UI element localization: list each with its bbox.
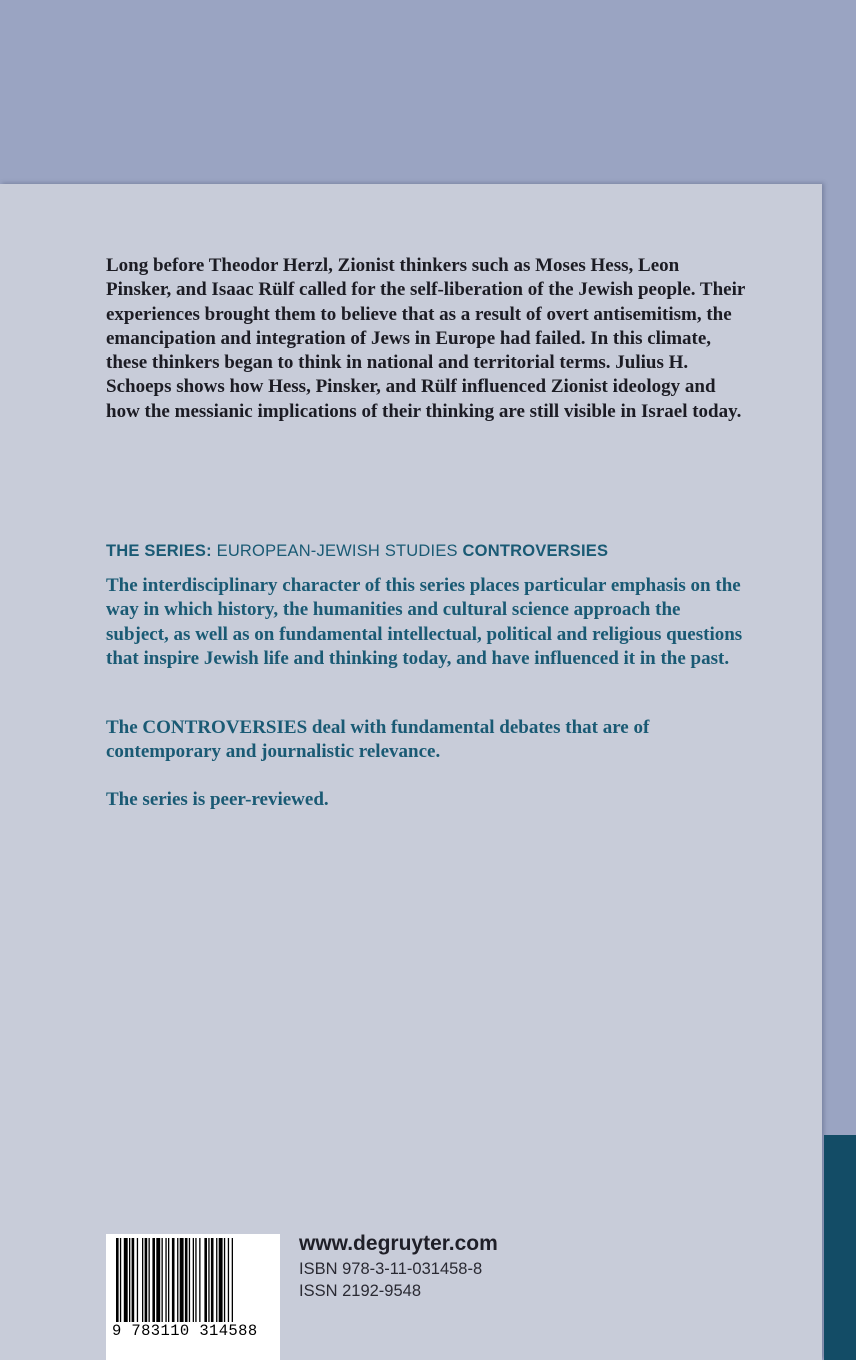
series-heading — [106, 542, 746, 561]
publisher-info — [299, 1230, 498, 1302]
barcode-bar — [199, 1238, 200, 1322]
barcode-bar — [224, 1238, 225, 1322]
issn-text: ISSN 2192-9548 — [299, 1282, 422, 1300]
barcode-bar — [132, 1238, 135, 1322]
barcode-bar — [195, 1238, 196, 1322]
barcode-bar — [185, 1238, 188, 1322]
barcode-bar — [208, 1238, 209, 1322]
barcode-bar — [232, 1238, 233, 1322]
barcode-bar — [124, 1238, 128, 1322]
barcode-bar — [116, 1238, 119, 1322]
barcode-bar — [193, 1238, 194, 1322]
barcode-bar — [142, 1238, 143, 1322]
barcode-bar — [204, 1238, 207, 1322]
spine-strip — [824, 1135, 856, 1360]
barcode-bar — [216, 1238, 217, 1322]
barcode-bar — [228, 1238, 229, 1322]
controversies-description: The CONTROVERSIES deal with fundamental debates that are of contemporary and journalistic relevance. — [106, 717, 650, 763]
barcode-bar — [145, 1238, 148, 1322]
barcode-bar — [168, 1238, 169, 1322]
series-label: THE SERIES: — [106, 542, 212, 560]
barcode-bar — [211, 1238, 214, 1322]
series-name: EUROPEAN-JEWISH STUDIES — [216, 542, 458, 560]
barcode-bar — [120, 1238, 121, 1322]
isbn-text: ISBN 978-3-11-031458-8 — [299, 1260, 483, 1278]
isbn-barcode — [106, 1234, 280, 1360]
publisher-url[interactable]: www.degruyter.com — [299, 1232, 498, 1255]
barcode-bar — [149, 1238, 150, 1322]
barcode-bar — [152, 1238, 155, 1322]
barcode-bar — [137, 1238, 138, 1322]
book-blurb: Long before Theodor Herzl, Zionist thinkers such as Moses Hess, Leon Pinsker, and Isaac Rülf called for the self-liberation of the Jewish people. Their experiences brought them to believe that as a result of overt antisemitism, the emancipation and integration of Jews in Europe had failed. In this climate, these thinkers began to think in national and territorial terms. Julius H. Schoeps shows how Hess, Pinsker, and Rülf influenced Zionist ideology and how the messianic implications of their thinking are still visible in Israel today. — [106, 255, 745, 422]
peer-review-note: The series is peer-reviewed. — [106, 789, 329, 810]
barcode-bar — [219, 1238, 223, 1322]
barcode-bars — [116, 1238, 272, 1322]
barcode-bar — [172, 1238, 175, 1322]
barcode-bar — [165, 1238, 166, 1322]
barcode-bar — [189, 1238, 190, 1322]
barcode-bar — [180, 1238, 184, 1322]
barcode-bar — [162, 1238, 163, 1322]
barcode-bar — [177, 1238, 178, 1322]
barcode-number: 9 783110 314588 — [112, 1322, 278, 1340]
barcode-bar — [156, 1238, 160, 1322]
series-subtitle: CONTROVERSIES — [462, 542, 609, 560]
barcode-bar — [129, 1238, 130, 1322]
series-description: The interdisciplinary character of this series places particular emphasis on the way in which history, the humanities and cultural science approach the subject, as well as on fundamental intellectual, political and religious questions that inspire Jewish life and thinking today, and have influenced it in the past. — [106, 575, 743, 669]
